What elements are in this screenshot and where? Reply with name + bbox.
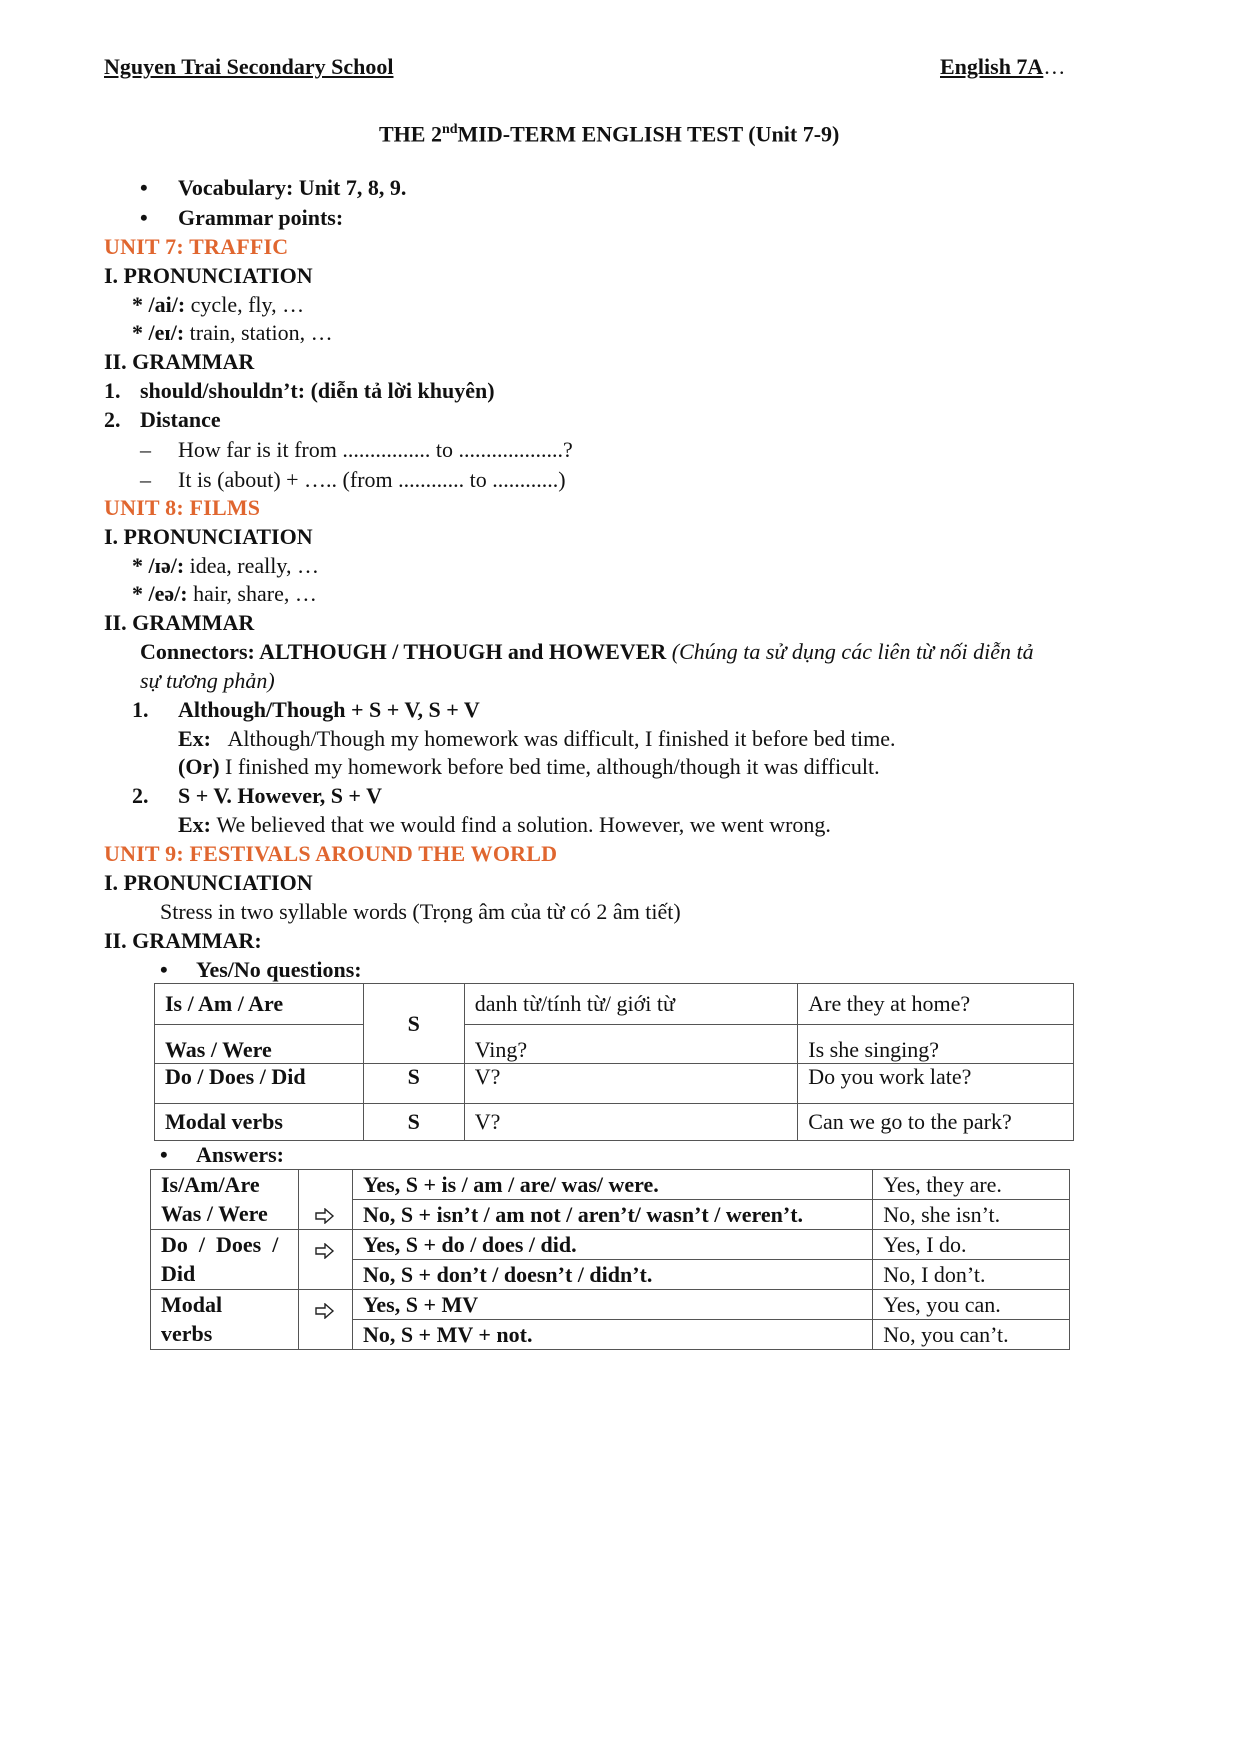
unit8-heading: UNIT 8: FILMS [104, 495, 261, 520]
unit7-g1-num: 1. [104, 378, 121, 403]
title-sup: nd [441, 122, 458, 137]
distance-answer: It is (about) + ….. (from ............ to ............) [178, 467, 566, 492]
or-label: (Or) [178, 754, 220, 779]
example-cell: Can we go to the park? [798, 1104, 1074, 1141]
example-cell: Do you work late? [798, 1064, 1074, 1104]
rule1-text: Although/Though + S + V, S + V [178, 697, 480, 722]
right-arrow-icon [315, 1303, 335, 1319]
aux-line: Modal [161, 1292, 223, 1317]
unit7-g2-text: Distance [140, 407, 221, 432]
unit7-pron-ai [132, 291, 304, 319]
aux-line: Did [161, 1261, 196, 1286]
sound-ia: * /ɪə/: [132, 553, 185, 578]
bullet-icon: • [140, 205, 148, 230]
example-cell: Is she singing? [798, 1025, 1074, 1064]
no-example-cell: No, she isn’t. [873, 1200, 1070, 1230]
ex1-text: Although/Though my homework was difficult, I finished it before bed time. [227, 726, 896, 751]
table-row [151, 1170, 1070, 1200]
yes-example-cell: Yes, they are. [873, 1170, 1070, 1200]
test-title [379, 116, 839, 148]
sound-ai: * /ai/: [132, 292, 186, 317]
no-example-cell: No, you can’t. [873, 1320, 1070, 1350]
unit8-grammar-heading: II. GRAMMAR [104, 610, 255, 635]
yes-pattern-cell: Yes, S + MV [352, 1290, 872, 1320]
answers-label: Answers: [196, 1142, 284, 1167]
yes-pattern-cell: Yes, S + do / does / did. [352, 1230, 872, 1260]
complement-cell: V? [464, 1104, 798, 1141]
aux-cell: Was / Were [155, 1025, 364, 1064]
arrow-cell [298, 1170, 352, 1230]
answers-table [150, 1169, 1070, 1350]
rule1-num: 1. [132, 697, 149, 722]
class-label [940, 53, 1065, 81]
right-arrow-icon [315, 1243, 335, 1259]
rule2-num: 2. [132, 783, 149, 808]
no-example-cell: No, I don’t. [873, 1260, 1070, 1290]
aux-line: verbs [161, 1321, 213, 1346]
yesno-label: Yes/No questions: [196, 957, 362, 982]
no-pattern-cell: No, S + isn’t / am not / aren’t/ wasn’t / weren’t. [352, 1200, 872, 1230]
stress-line: Stress in two syllable words (Trọng âm của từ có 2 âm tiết) [160, 899, 681, 924]
yes-example-cell: Yes, you can. [873, 1290, 1070, 1320]
aux-cell: Is / Am / Are [155, 984, 364, 1025]
words-ai: cycle, fly, … [185, 292, 305, 317]
grammar-points-line: Grammar points: [178, 205, 344, 230]
ex1b-text: I finished my homework before bed time, although/though it was difficult. [225, 754, 880, 779]
unit7-pron-ei [132, 319, 333, 347]
title-post: MID-TERM ENGLISH TEST (Unit 7-9) [457, 121, 840, 147]
unit9-pron-heading: I. PRONUNCIATION [104, 870, 313, 895]
unit7-grammar-heading: II. GRAMMAR [104, 349, 255, 374]
vocabulary-line: Vocabulary: Unit 7, 8, 9. [178, 175, 407, 200]
bullet-icon: • [140, 175, 148, 200]
aux-cell [151, 1230, 299, 1290]
unit7-g1-text: should/shouldn’t: (diễn tả lời khuyên) [140, 378, 495, 403]
table-row [155, 1025, 1074, 1064]
sound-ei: * /eɪ/: [132, 320, 185, 345]
connectors-title: Connectors: ALTHOUGH / THOUGH and HOWEVER [140, 639, 667, 664]
right-arrow-icon [315, 1208, 335, 1224]
table-row [155, 1064, 1074, 1104]
words-ea: hair, share, … [187, 581, 317, 606]
connectors-line [140, 638, 1034, 666]
aux-cell [151, 1170, 299, 1230]
sound-ea: * /eə/: [132, 581, 188, 606]
subject-cell: S [363, 984, 464, 1064]
unit8-pron-ia [132, 552, 319, 580]
subject-cell: S [363, 1064, 464, 1104]
table-row [155, 984, 1074, 1025]
yesno-questions-table [154, 983, 1074, 1141]
dash-icon: – [140, 437, 151, 462]
unit9-grammar-heading: II. GRAMMAR: [104, 928, 262, 953]
connectors-note-cont: sự tương phản) [140, 668, 275, 693]
arrow-cell [298, 1230, 352, 1290]
unit7-g2-num: 2. [104, 407, 121, 432]
rule2-text: S + V. However, S + V [178, 783, 382, 808]
no-pattern-cell: No, S + MV + not. [352, 1320, 872, 1350]
dash-icon: – [140, 467, 151, 492]
class-name: English 7A [940, 54, 1044, 79]
aux-cell: Do / Does / Did [155, 1064, 364, 1104]
class-suffix: … [1043, 54, 1066, 79]
distance-question: How far is it from ................ to ...................? [178, 437, 573, 462]
table-row [151, 1230, 1070, 1260]
arrow-cell [298, 1290, 352, 1350]
connectors-note: (Chúng ta sử dụng các liên từ nối diễn tả [671, 639, 1034, 664]
words-ia: idea, really, … [184, 553, 319, 578]
school-name: Nguyen Trai Secondary School [104, 54, 394, 79]
bullet-icon: • [160, 957, 168, 982]
rule1-example [178, 725, 896, 753]
ex-label: Ex: [178, 726, 211, 751]
aux-cell [151, 1290, 299, 1350]
ex2-text: We believed that we would find a solution. However, we went wrong. [216, 812, 831, 837]
complement-cell: Ving? [464, 1025, 798, 1064]
words-ei: train, station, … [184, 320, 333, 345]
unit9-heading: UNIT 9: FESTIVALS AROUND THE WORLD [104, 841, 558, 866]
title-pre: THE 2 [379, 121, 442, 147]
table-row [151, 1290, 1070, 1320]
table-row [155, 1104, 1074, 1141]
unit7-heading: UNIT 7: TRAFFIC [104, 234, 289, 259]
example-cell: Are they at home? [798, 984, 1074, 1025]
yes-example-cell: Yes, I do. [873, 1230, 1070, 1260]
aux-cell: Modal verbs [155, 1104, 364, 1141]
subject-cell: S [363, 1104, 464, 1141]
unit8-pron-ea [132, 580, 317, 608]
aux-line: Was / Were [161, 1201, 268, 1226]
ex2-label: Ex: [178, 812, 211, 837]
rule1-example-alt [178, 753, 880, 781]
complement-cell: danh từ/tính từ/ giới từ [464, 984, 798, 1025]
bullet-icon: • [160, 1142, 168, 1167]
aux-line: Do / Does / [161, 1232, 279, 1257]
no-pattern-cell: No, S + don’t / doesn’t / didn’t. [352, 1260, 872, 1290]
yes-pattern-cell: Yes, S + is / am / are/ was/ were. [352, 1170, 872, 1200]
aux-line: Is/Am/Are [161, 1172, 260, 1197]
unit8-pron-heading: I. PRONUNCIATION [104, 524, 313, 549]
unit7-pron-heading: I. PRONUNCIATION [104, 263, 313, 288]
rule2-example [178, 811, 831, 839]
complement-cell: V? [464, 1064, 798, 1104]
